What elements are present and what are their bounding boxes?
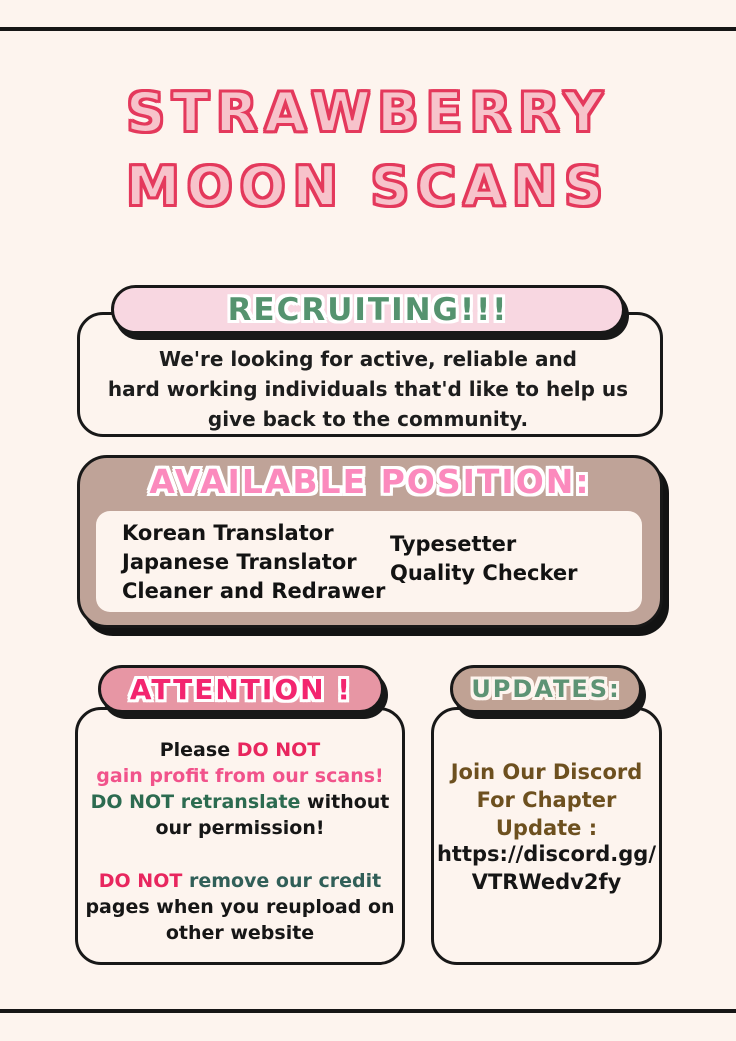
bottom-divider-line [0,1009,736,1013]
discord-link-line1[interactable]: https://discord.gg/ [436,842,656,866]
attention-line7: other website [165,922,315,944]
updates-discord-text [431,758,662,842]
recruiting-heading: RECRUITING!!! [227,291,509,328]
attention-line5-pink: DO NOT [98,870,183,892]
recruiting-body-line3: give back to the community. [207,407,529,431]
positions-heading: AVAILABLE POSITION: [149,462,591,501]
attention-heading: ATTENTION ! [129,672,353,706]
page-title-line1: STRAWBERRY [126,81,610,144]
updates-heading: UPDATES: [471,675,621,703]
attention-line6: pages when you reupload on [85,896,395,918]
attention-banner [98,665,384,713]
position-item: Quality Checker [390,561,578,585]
attention-line2: gain profit from our scans! [96,765,384,787]
page-title-line2: MOON SCANS [126,155,610,218]
attention-line1-pink: DO NOT [236,739,321,761]
discord-invite-link[interactable] [425,840,668,896]
attention-spacer [75,841,405,868]
attention-line3 [75,789,405,815]
recruiting-body-line2: hard working individuals that'd like to help us [107,377,629,401]
position-item: Cleaner and Redrawer [122,579,386,603]
attention-line3-black: without [300,791,390,813]
attention-line3-green: DO NOT retranslate [90,791,301,813]
positions-right-column [390,530,577,588]
position-item: Japanese Translator [122,550,357,574]
updates-banner [450,665,642,713]
position-item: Typesetter [390,532,517,556]
discord-link-line2[interactable]: VTRWedv2fy [471,870,622,894]
positions-left-column [122,519,385,606]
attention-body-text [75,737,405,946]
updates-discord-line1: Join Our Discord [450,760,643,784]
attention-line5 [75,868,405,894]
attention-line4: our permission! [155,817,325,839]
attention-line1-black: Please [159,739,237,761]
attention-line5-teal: remove our credit [182,870,382,892]
attention-line1 [75,737,405,763]
recruiting-body-text [70,344,666,434]
recruiting-banner [111,285,625,334]
top-divider-line [0,27,736,31]
position-item: Korean Translator [122,521,334,545]
page-title [0,76,736,224]
updates-discord-line2: For Chapter Update : [476,788,617,840]
recruiting-body-line1: We're looking for active, reliable and [158,347,578,371]
